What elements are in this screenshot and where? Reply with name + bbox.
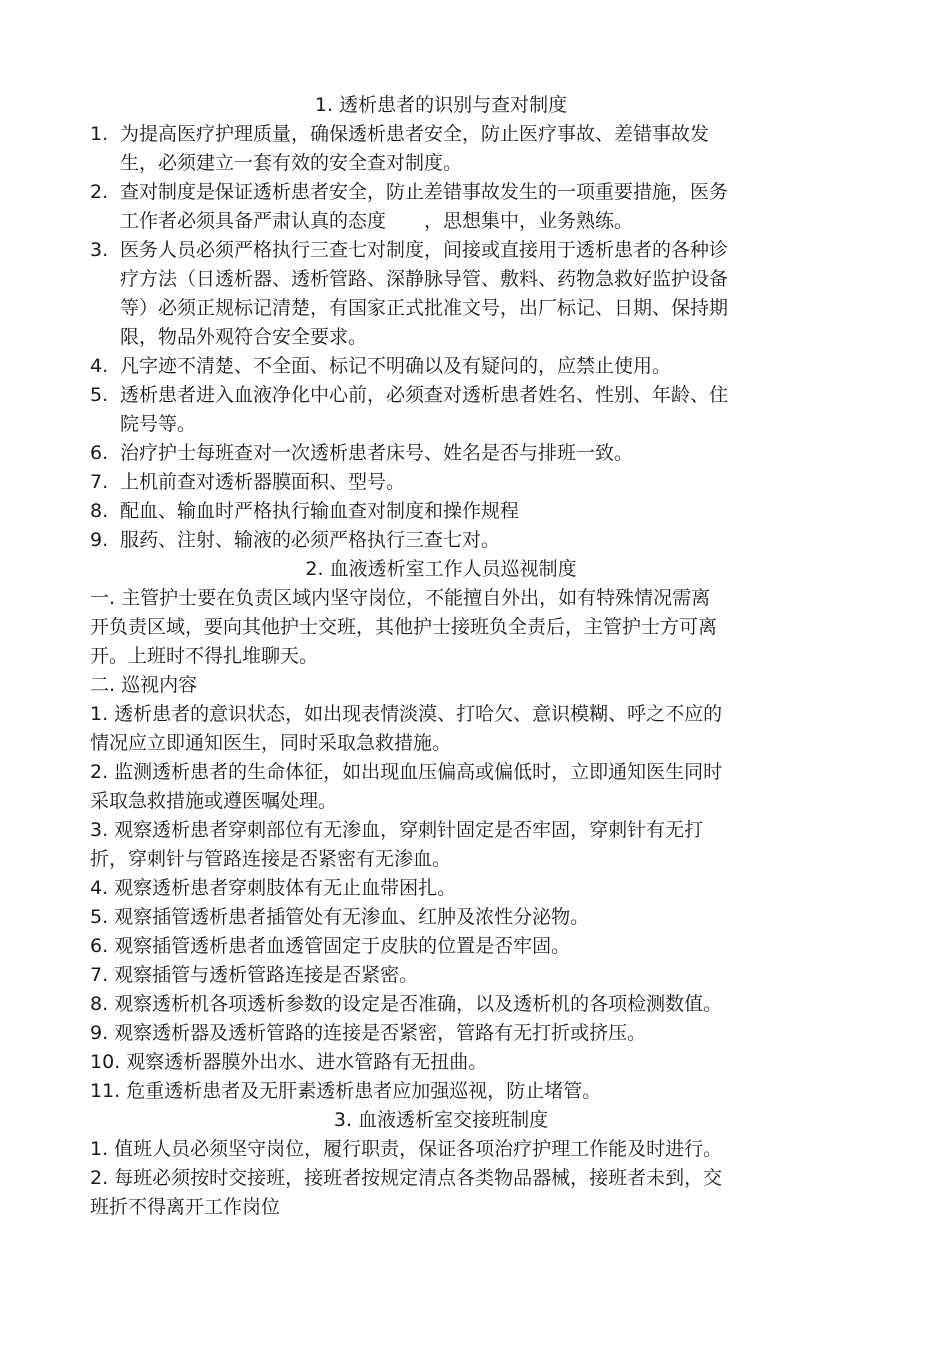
- paragraph: [90, 816, 792, 874]
- list-item-line: 工作者必须具备严肃认真的态度 ，思想集中，业务熟练。: [120, 210, 634, 232]
- paragraph-line: 折，穿刺针与管路连接是否紧密有无渗血。: [90, 848, 452, 870]
- paragraph-line: 11. 危重透析患者及无肝素透析患者应加强巡视，防止堵管。: [90, 1080, 602, 1102]
- list-item-number: 5.: [90, 384, 109, 406]
- list-item-number: 8.: [90, 500, 109, 522]
- list-item-number: 7.: [90, 471, 109, 493]
- list-item: [90, 439, 792, 468]
- paragraph-line: 2. 监测透析患者的生命体征，如出现血压偏高或偏低时，立即通知医生同时: [90, 761, 723, 783]
- paragraph: [90, 700, 792, 758]
- list-item-line: 疗方法（日透析器、透析管路、深静脉导管、敷料、药物急救好监护设备: [120, 268, 729, 290]
- paragraph-line: 3. 观察透析患者穿刺部位有无渗血，穿刺针固定是否牢固，穿刺针有无打: [90, 819, 704, 841]
- paragraph: [90, 671, 792, 700]
- list-item: [90, 497, 792, 526]
- list-item-number: 3.: [90, 239, 109, 261]
- list-item-line: 生，必须建立一套有效的安全查对制度。: [120, 152, 463, 174]
- paragraph-line: 二. 巡视内容: [90, 674, 198, 696]
- list-item-number: 1.: [90, 123, 109, 145]
- paragraph: [90, 1048, 792, 1077]
- paragraph: [90, 961, 792, 990]
- list-item: [90, 236, 792, 352]
- paragraph-line: 10. 观察透析器膜外出水、进水管路有无扭曲。: [90, 1051, 488, 1073]
- list-item: [90, 178, 792, 236]
- section-1-title: 1. 透析患者的识别与查对制度: [314, 94, 568, 116]
- paragraph: [90, 903, 792, 932]
- paragraph-line: 1. 透析患者的意识状态，如出现表情淡漠、打哈欠、意识模糊、呼之不应的: [90, 703, 723, 725]
- paragraph-line: 6. 观察插管透析患者血透管固定于皮肤的位置是否牢固。: [90, 935, 571, 957]
- list-item-line: 服药、注射、输液的必须严格执行三查七对。: [120, 529, 501, 551]
- list-item: [90, 352, 792, 381]
- paragraph-line: 2. 每班必须按时交接班，接班者按规定清点各类物品器械，接班者未到，交: [90, 1167, 723, 1189]
- paragraph: [90, 1019, 792, 1048]
- list-item: [90, 468, 792, 497]
- list-item: [90, 526, 792, 555]
- list-item-line: 等）必须正规标记清楚，有国家正式批准文号，出厂标记、日期、保持期: [120, 297, 729, 319]
- paragraph: [90, 1135, 792, 1164]
- paragraph: [90, 990, 792, 1019]
- paragraph: [90, 874, 792, 903]
- paragraph: [90, 1077, 792, 1106]
- paragraph-line: 采取急救措施或遵医嘱处理。: [90, 790, 338, 812]
- paragraph-line: 1. 值班人员必须坚守岗位，履行职责，保证各项治疗护理工作能及时进行。: [90, 1138, 723, 1160]
- list-item-line: 限，物品外观符合安全要求。: [120, 326, 368, 348]
- paragraph: [90, 932, 792, 961]
- section-1-list: [90, 120, 792, 555]
- paragraph-line: 7. 观察插管与透析管路连接是否紧密。: [90, 964, 419, 986]
- document-content: [90, 91, 792, 1222]
- list-item-line: 为提高医疗护理质量，确保透析患者安全，防止医疗事故、差错事故发: [120, 123, 710, 145]
- list-item-number: 9.: [90, 529, 109, 551]
- list-item-line: 透析患者进入血液净化中心前，必须查对透析患者姓名、性别、年龄、住: [120, 384, 729, 406]
- list-item-number: 6.: [90, 442, 109, 464]
- list-item-line: 医务人员必须严格执行三查七对制度，间接或直接用于透析患者的各种诊: [120, 239, 729, 261]
- list-item-line: 上机前查对透析器膜面积、型号。: [120, 471, 406, 493]
- paragraph-line: 8. 观察透析机各项透析参数的设定是否准确，以及透析机的各项检测数值。: [90, 993, 723, 1015]
- list-item-line: 查对制度是保证透析患者安全，防止差错事故发生的一项重要措施，医务: [120, 181, 729, 203]
- paragraph: [90, 584, 792, 671]
- list-item-number: 4.: [90, 355, 109, 377]
- section-2-body: [90, 584, 792, 1106]
- list-item-line: 凡字迹不清楚、不全面、标记不明确以及有疑问的，应禁止使用。: [120, 355, 672, 377]
- section-3-body: [90, 1135, 792, 1222]
- paragraph: [90, 758, 792, 816]
- paragraph: [90, 1164, 792, 1222]
- paragraph-line: 5. 观察插管透析患者插管处有无渗血、红肿及浓性分泌物。: [90, 906, 590, 928]
- paragraph-line: 开负责区域，要向其他护士交班，其他护士接班负全责后，主管护士方可离: [90, 616, 718, 638]
- paragraph-line: 一. 主管护士要在负责区域内坚守岗位，不能擅自外出，如有特殊情况需离: [90, 587, 711, 609]
- list-item-number: 2.: [90, 181, 109, 203]
- list-item: [90, 120, 792, 178]
- paragraph-line: 班折不得离开工作岗位: [90, 1196, 281, 1218]
- paragraph-line: 情况应立即通知医生，同时采取急救措施。: [90, 732, 452, 754]
- section-2-title: 2. 血液透析室工作人员巡视制度: [305, 558, 577, 580]
- paragraph-line: 4. 观察透析患者穿刺肢体有无止血带困扎。: [90, 877, 457, 899]
- list-item-line: 治疗护士每班查对一次透析患者床号、姓名是否与排班一致。: [120, 442, 634, 464]
- list-item-line: 院号等。: [120, 413, 197, 435]
- section-3-title: 3. 血液透析室交接班制度: [333, 1109, 549, 1131]
- list-item-line: 配血、输血时严格执行输血查对制度和操作规程: [120, 500, 520, 522]
- paragraph-line: 开。上班时不得扎堆聊天。: [90, 645, 319, 667]
- paragraph-line: 9. 观察透析器及透析管路的连接是否紧密，管路有无打折或挤压。: [90, 1022, 647, 1044]
- list-item: [90, 381, 792, 439]
